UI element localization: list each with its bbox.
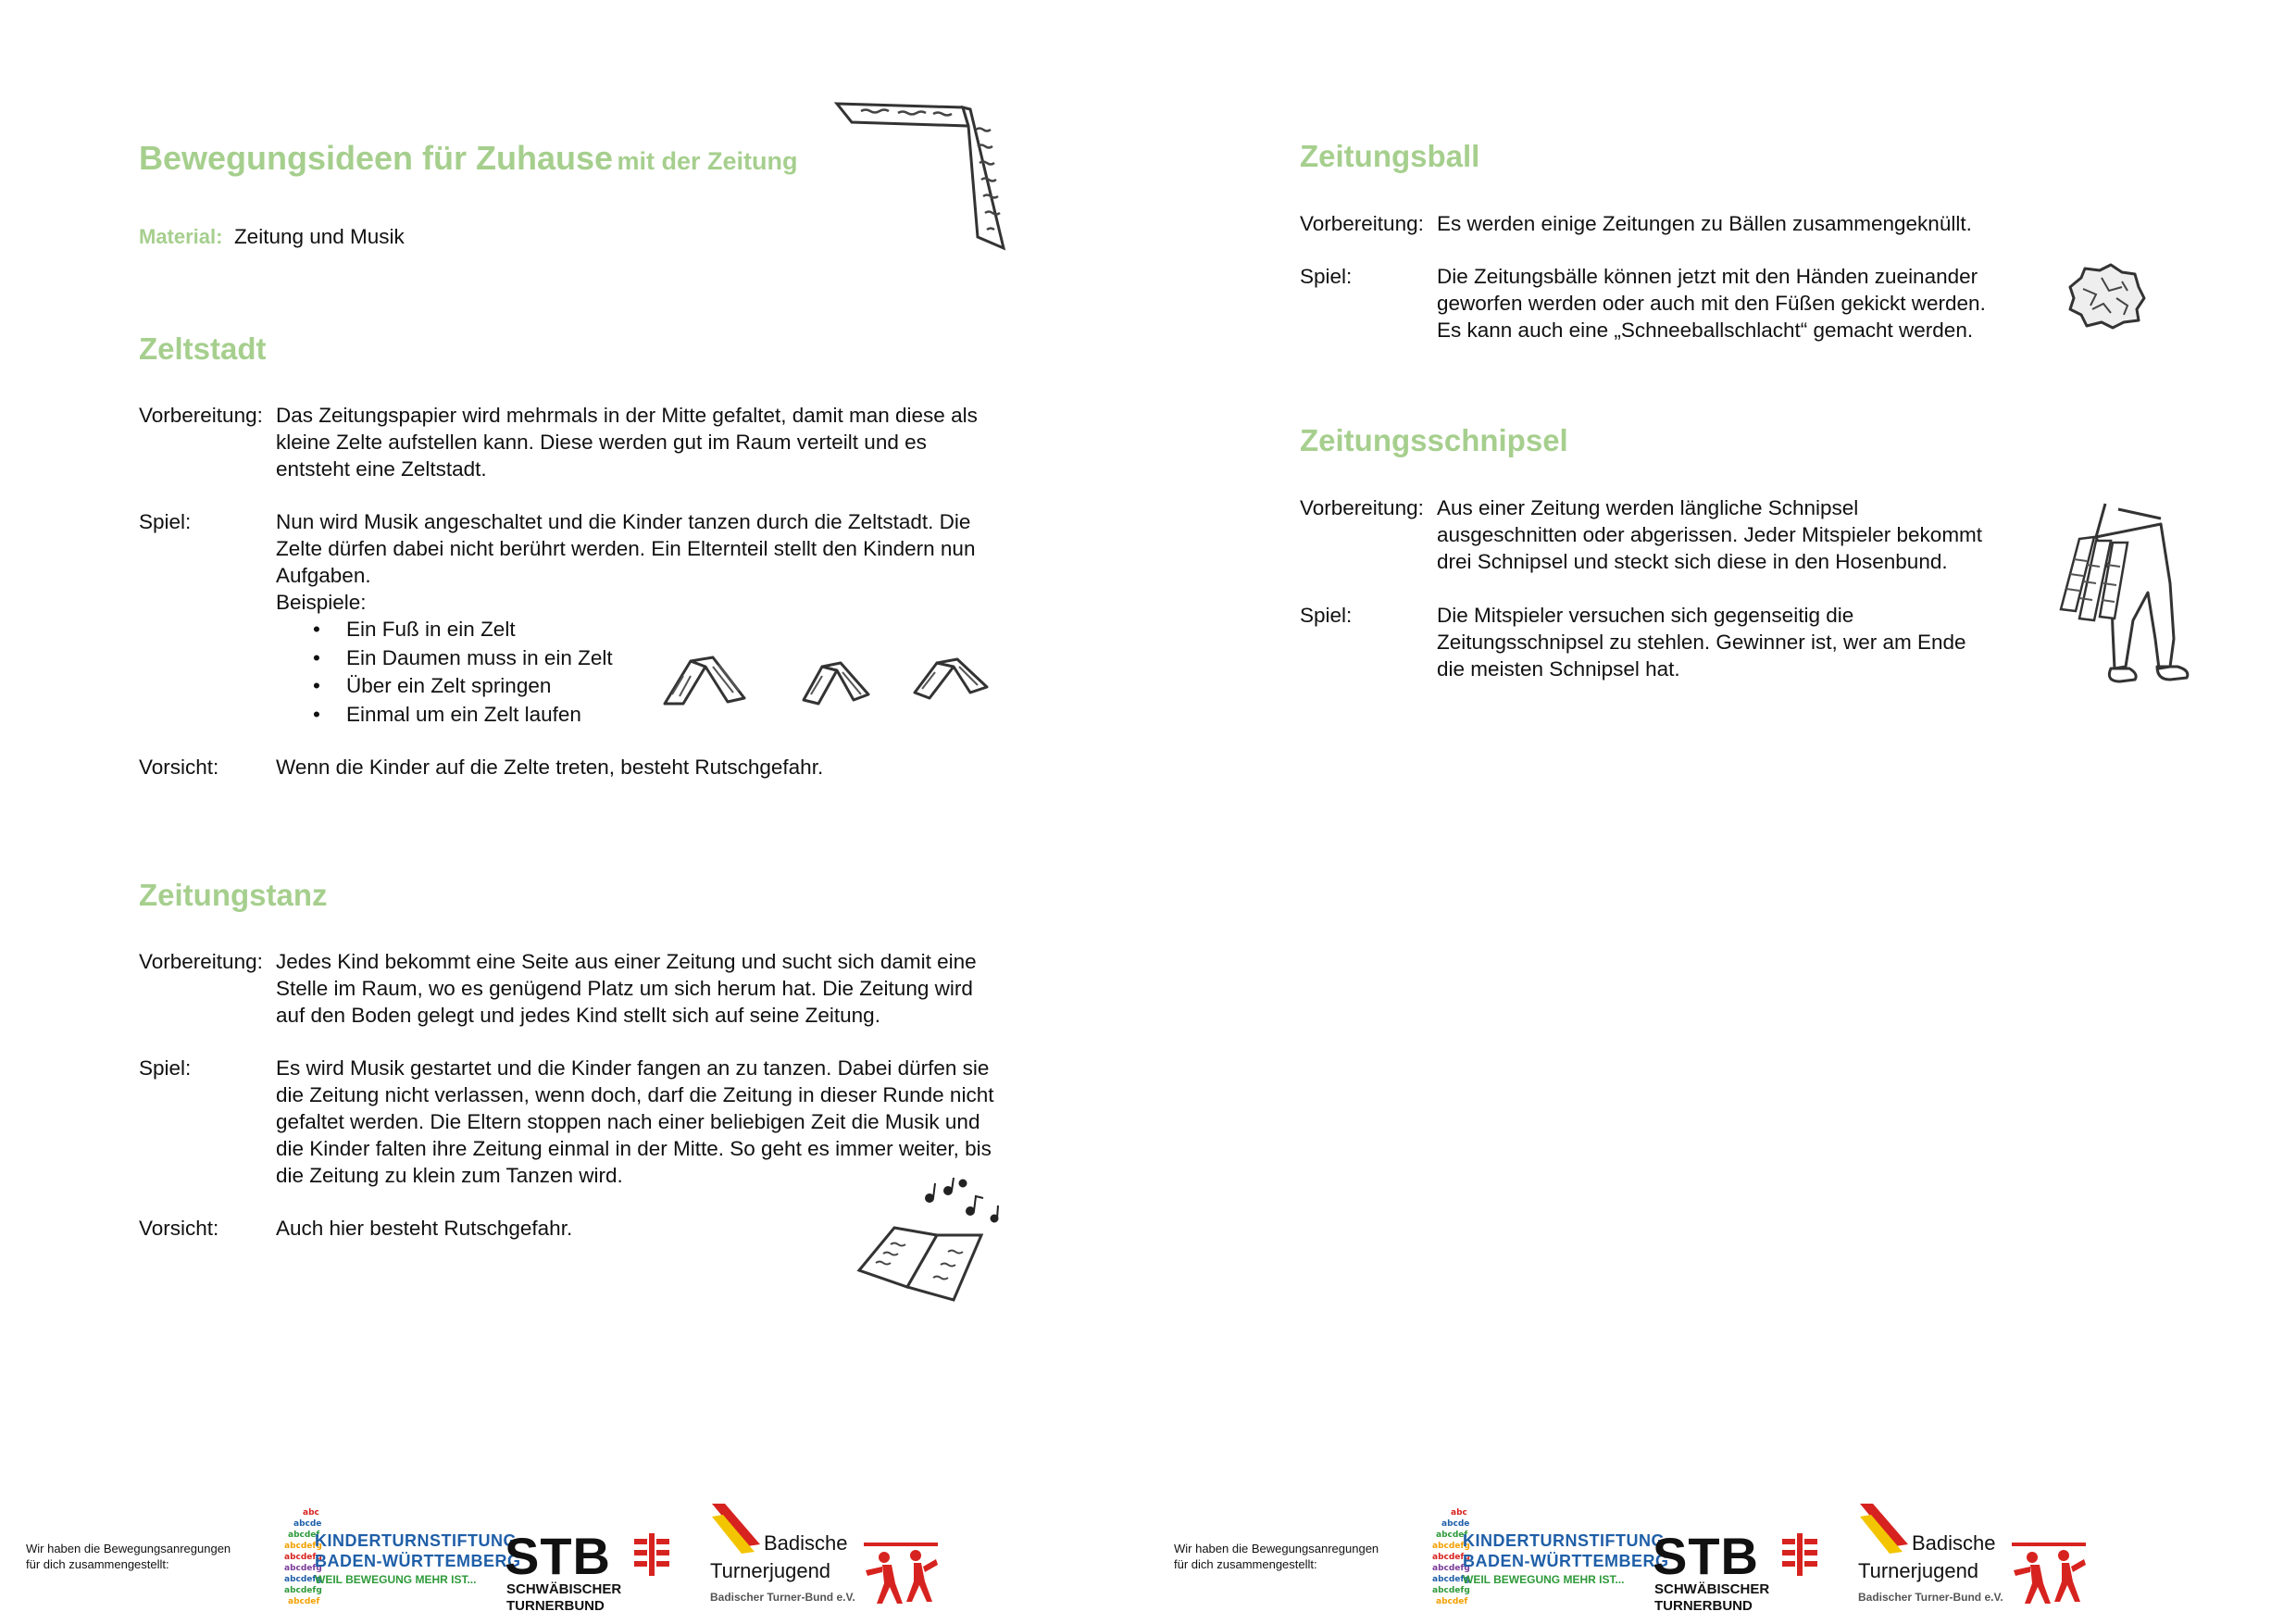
kts-name-line2: BADEN-WÜRTTEMBERG	[1463, 1552, 1669, 1570]
btj-sub: Badischer Turner-Bund e.V.	[710, 1591, 855, 1604]
section-title-zeitungstanz: Zeitungstanz	[139, 878, 328, 912]
paper-ball-icon	[2065, 261, 2148, 331]
right-page	[1148, 0, 2296, 1624]
footer-right	[1148, 1500, 2296, 1620]
section-title-zeltstadt: Zeltstadt	[139, 331, 267, 366]
kinderturnstiftung-logo	[282, 1505, 521, 1607]
list-item: • Ein Daumen muss in ein Zelt	[346, 644, 975, 673]
text-line: geworfen werden oder auch mit den Füßen gekickt werden.	[1437, 292, 1986, 315]
newspaper-scroll-icon	[833, 100, 1018, 253]
page-title-main: Bewegungsideen für Zuhause	[139, 139, 614, 177]
page-title	[139, 139, 798, 178]
kts-name-line2: BADEN-WÜRTTEMBERG	[315, 1552, 521, 1570]
text-line: Es kann auch eine „Schneeballschlacht“ gemacht werden.	[1437, 319, 1974, 342]
section-title-zeitungsball: Zeitungsball	[1300, 139, 1480, 173]
kts-name-line1: KINDERTURNSTIFTUNG	[1463, 1531, 1665, 1550]
text-line: Zeitungsschnipsel zu stehlen. Gewinner ist, wer am Ende	[1437, 631, 1966, 654]
btj-figures-icon	[864, 1543, 938, 1607]
svg-text:abcdefg: abcdefg	[1432, 1575, 1470, 1584]
paper-tent-icon	[659, 646, 1002, 725]
stb-line2: TURNERBUND	[506, 1598, 605, 1614]
text-line: Es werden einige Zeitungen zu Bällen zusammengeknüllt.	[1437, 212, 1972, 235]
stb-cross-icon	[634, 1533, 669, 1576]
zeitungsschnipsel-vorbereitung	[1300, 494, 1982, 575]
btj-logo	[1856, 1500, 2097, 1616]
svg-text:abcdefg: abcdefg	[1432, 1586, 1470, 1595]
svg-text:abcdef: abcdef	[1436, 1530, 1468, 1540]
material-line	[139, 223, 405, 250]
footer-note-line: für dich zusammengestellt:	[26, 1557, 169, 1571]
svg-text:abcde: abcde	[1441, 1519, 1470, 1529]
spiel-label: Spiel:	[1300, 265, 1353, 288]
text-line: Aus einer Zeitung werden längliche Schnipsel	[1437, 496, 1859, 519]
text-line: die meisten Schnipsel hat.	[1437, 657, 1680, 681]
svg-text:abcdefg: abcdefg	[284, 1564, 322, 1573]
footer-left	[0, 1500, 1148, 1620]
spiel-label: Spiel:	[139, 510, 192, 533]
footer-note	[1174, 1541, 1379, 1572]
stb-logo	[1653, 1527, 1828, 1615]
kinderturnstiftung-logo	[1430, 1505, 1669, 1607]
text-line: entsteht eine Zeltstadt.	[276, 457, 487, 481]
list-item: • Einmal um ein Zelt laufen	[346, 701, 975, 730]
vorbereitung-label: Vorbereitung:	[1300, 496, 1424, 519]
btj-swoosh-icon	[1856, 1500, 1912, 1555]
stb-logo	[505, 1527, 680, 1615]
svg-text:abcdefg: abcdefg	[284, 1553, 322, 1562]
vorsicht-label: Vorsicht:	[139, 1217, 219, 1240]
text-line: Aufgaben.	[276, 564, 371, 587]
kts-name-line1: KINDERTURNSTIFTUNG	[315, 1531, 517, 1550]
list-item: • Über ein Zelt springen	[346, 672, 975, 701]
list-item: • Ein Fuß in ein Zelt	[346, 616, 975, 644]
svg-text:abcdefg: abcdefg	[284, 1575, 322, 1584]
svg-text:abcdefg: abcdefg	[284, 1542, 322, 1551]
text-line: auf den Boden gelegt und jedes Kind stellt sich auf seine Zeitung.	[276, 1004, 880, 1027]
text-line: gefaltet werden. Die Eltern stoppen nach einer beliebigen Zeit die Musik und	[276, 1110, 980, 1133]
newspaper-music-icon	[852, 1178, 1018, 1307]
footer-note	[26, 1541, 231, 1572]
btj-logo	[708, 1500, 949, 1616]
vorbereitung-label: Vorbereitung:	[139, 950, 263, 973]
svg-text:abcdefg: abcdefg	[1432, 1553, 1470, 1562]
vorbereitung-label: Vorbereitung:	[139, 404, 263, 427]
stb-abbr: STB	[505, 1527, 611, 1585]
text-line: Das Zeitungspapier wird mehrmals in der Mitte gefaltet, damit man diese als	[276, 404, 978, 427]
footer-note-line: für dich zusammengestellt:	[1174, 1557, 1317, 1571]
text-line: Wenn die Kinder auf die Zelte treten, besteht Rutschgefahr.	[276, 756, 824, 779]
zeitungstanz-vorbereitung	[139, 948, 977, 1029]
zeitungsschnipsel-spiel	[1300, 602, 1966, 682]
text-line: Die Zeitungsbälle können jetzt mit den Händen zueinander	[1437, 265, 1978, 288]
zeitungstanz-spiel	[139, 1055, 993, 1189]
spiel-label: Spiel:	[1300, 604, 1353, 627]
kts-tagline: WEIL BEWEGUNG MEHR IST...	[315, 1573, 477, 1586]
svg-text:abc: abc	[303, 1508, 319, 1518]
stb-line1: SCHWÄBISCHER	[506, 1581, 622, 1597]
stb-cross-icon	[1782, 1533, 1817, 1576]
svg-text:abcdefg: abcdefg	[1432, 1542, 1470, 1551]
text-line: kleine Zelte aufstellen kann. Diese werden gut im Raum verteilt und es	[276, 431, 927, 454]
btj-line2: Turnerjugend	[710, 1559, 831, 1582]
text-line: Die Mitspieler versuchen sich gegenseitig die	[1437, 604, 1854, 627]
vorsicht-label: Vorsicht:	[139, 756, 219, 779]
zeitungsball-vorbereitung	[1300, 210, 1972, 237]
page-title-sub: mit der Zeitung	[617, 147, 798, 175]
text-line: die Zeitung zu klein zum Tanzen wird.	[276, 1164, 623, 1187]
material-label: Material:	[139, 225, 223, 248]
vorbereitung-label: Vorbereitung:	[1300, 212, 1424, 235]
text-line: Nun wird Musik angeschaltet und die Kinder tanzen durch die Zeltstadt. Die	[276, 510, 971, 533]
btj-line1: Badische	[1912, 1531, 1996, 1555]
kts-tagline: WEIL BEWEGUNG MEHR IST...	[1463, 1573, 1625, 1586]
stb-line1: SCHWÄBISCHER	[1654, 1581, 1770, 1597]
svg-text:abcdefg: abcdefg	[1432, 1564, 1470, 1573]
section-title-zeitungsschnipsel: Zeitungsschnipsel	[1300, 423, 1568, 457]
btj-sub: Badischer Turner-Bund e.V.	[1858, 1591, 2003, 1604]
stb-line2: TURNERBUND	[1654, 1598, 1753, 1614]
svg-text:abcdef: abcdef	[288, 1530, 320, 1540]
footer-note-line: Wir haben die Bewegungsanregungen	[26, 1542, 231, 1555]
text-line: die Kinder falten ihre Zeitung einmal in der Mitte. So geht es immer weiter, bis	[276, 1137, 992, 1160]
pants-snippets-icon	[2022, 500, 2198, 704]
text-line: Stelle im Raum, wo es genügend Platz um sich herum hat. Die Zeitung wird	[276, 977, 973, 1000]
text-line: Jedes Kind bekommt eine Seite aus einer Zeitung und sucht sich damit eine	[276, 950, 977, 973]
svg-text:abc: abc	[1451, 1508, 1467, 1518]
footer-note-line: Wir haben die Bewegungsanregungen	[1174, 1542, 1379, 1555]
text-line: ausgeschnitten oder abgerissen. Jeder Mitspieler bekommt	[1437, 523, 1983, 546]
zeltstadt-vorbereitung	[139, 402, 978, 482]
text-line: die Zeitung nicht verlassen, wenn doch, darf die Zeitung in dieser Runde nicht	[276, 1083, 994, 1106]
btj-line2: Turnerjugend	[1858, 1559, 1979, 1582]
zeitungstanz-vorsicht	[139, 1215, 572, 1242]
text-line: Beispiele:	[276, 591, 367, 614]
svg-text:abcde: abcde	[293, 1519, 322, 1529]
btj-figures-icon	[2012, 1543, 2086, 1607]
btj-swoosh-icon	[708, 1500, 764, 1555]
text-line: Auch hier besteht Rutschgefahr.	[276, 1217, 573, 1240]
zeitungsball-spiel	[1300, 263, 1986, 344]
zeltstadt-vorsicht	[139, 754, 823, 781]
text-line: Zelte dürfen dabei nicht berührt werden. Ein Elternteil stellt den Kindern nun	[276, 537, 976, 560]
svg-text:abcdef: abcdef	[288, 1597, 320, 1606]
spiel-label: Spiel:	[139, 1056, 192, 1080]
btj-line1: Badische	[764, 1531, 848, 1555]
text-line: Es wird Musik gestartet und die Kinder fangen an zu tanzen. Dabei dürfen sie	[276, 1056, 990, 1080]
svg-text:abcdefg: abcdefg	[284, 1586, 322, 1595]
svg-text:abcdef: abcdef	[1436, 1597, 1468, 1606]
stb-abbr: STB	[1653, 1527, 1759, 1585]
material-value: Zeitung und Musik	[233, 225, 405, 248]
text-line: drei Schnipsel und steckt sich diese in den Hosenbund.	[1437, 550, 1948, 573]
